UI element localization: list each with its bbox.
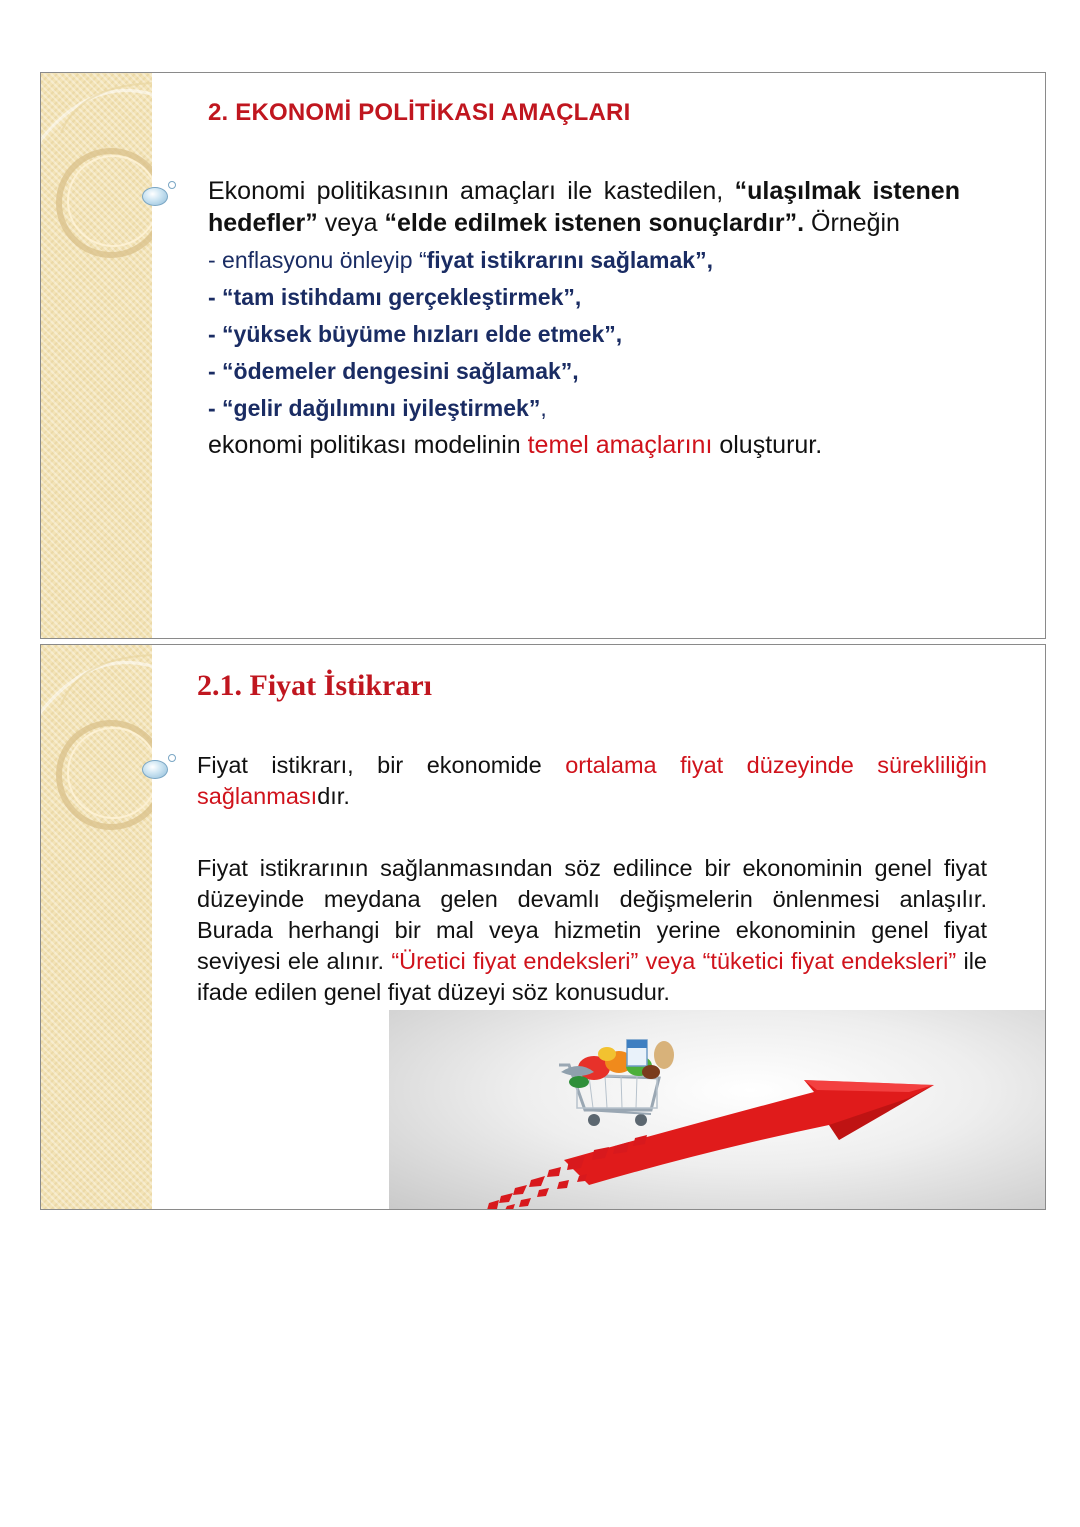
list-item: - “gelir dağılımını iyileştirmek”, [208, 395, 547, 421]
decorative-rings [41, 645, 152, 1210]
slide-economic-policy-goals [40, 72, 1046, 639]
intro-text-example: Örneğin [804, 209, 900, 237]
shopping-cart-arrow-image [389, 1010, 1046, 1210]
list-item: - “yüksek büyüme hızları elde etmek”, [208, 321, 623, 347]
intro-text: Ekonomi politikasının amaçları ile kastedilen, [208, 177, 735, 205]
definition-paragraph: Fiyat istikrarı, bir ekonomide ortalama fiyat düzeyinde sürekliliğin sağlanmasıdır. [197, 752, 988, 809]
highlight-text: ortalama fiyat düzeyinde sürekliliğin sağlanması [197, 752, 988, 809]
highlight-text: temel amaçlarını [527, 431, 713, 459]
list-item: - “tam istihdamı gerçekleştirmek”, [208, 284, 582, 310]
list-item: - enflasyonu önleyip “fiyat istikrarını sağlamak”, [208, 247, 713, 273]
slide-title: 2.1. Fiyat İstikrarı [197, 669, 432, 702]
decorative-side-band [41, 645, 152, 1209]
slide-price-stability [40, 644, 1046, 1210]
goals-list [208, 242, 960, 427]
highlight-text: “Üretici fiyat endeksleri” veya “tüketici fiyat endeksleri” [391, 948, 957, 974]
decorative-rings [41, 73, 152, 639]
slide-body [208, 175, 960, 464]
slide-title: 2. EKONOMİ POLİTİKASI AMAÇLARI [208, 99, 631, 126]
bullet-bubble-small-icon [168, 754, 176, 762]
decorative-side-band [41, 73, 152, 638]
bullet-bubble-icon [142, 760, 168, 779]
list-item: - “ödemeler dengesini sağlamak”, [208, 358, 579, 384]
rising-prices-illustration [389, 1010, 1046, 1210]
intro-paragraph [208, 175, 960, 239]
intro-quote-goals: “ulaşılmak istenen hedefler” [208, 177, 960, 237]
bullet-bubble-small-icon [168, 181, 176, 189]
intro-quote-results: “elde edilmek istenen sonuçlardır”. [384, 209, 805, 237]
bullet-bubble-icon [142, 187, 168, 206]
closing-sentence: ekonomi politikası modelinin temel amaçlarını oluşturur. [208, 431, 823, 459]
intro-text-or: veya [317, 209, 385, 237]
explanation-paragraph: Fiyat istikrarının sağlanmasından söz edilince bir ekonominin genel fiyat düzeyinde meydana gelen devamlı değişmelerin önlenmesi anlaşılır. Burada herhangi bir mal veya hizmetin yerine ekonominin genel fiyat seviyesi ele alınır. “Üretici fiyat endeksleri” veya “tüketici fiyat endeksleri” ile ifade edilen genel fiyat düzeyi söz konusudur. [197, 855, 987, 1005]
